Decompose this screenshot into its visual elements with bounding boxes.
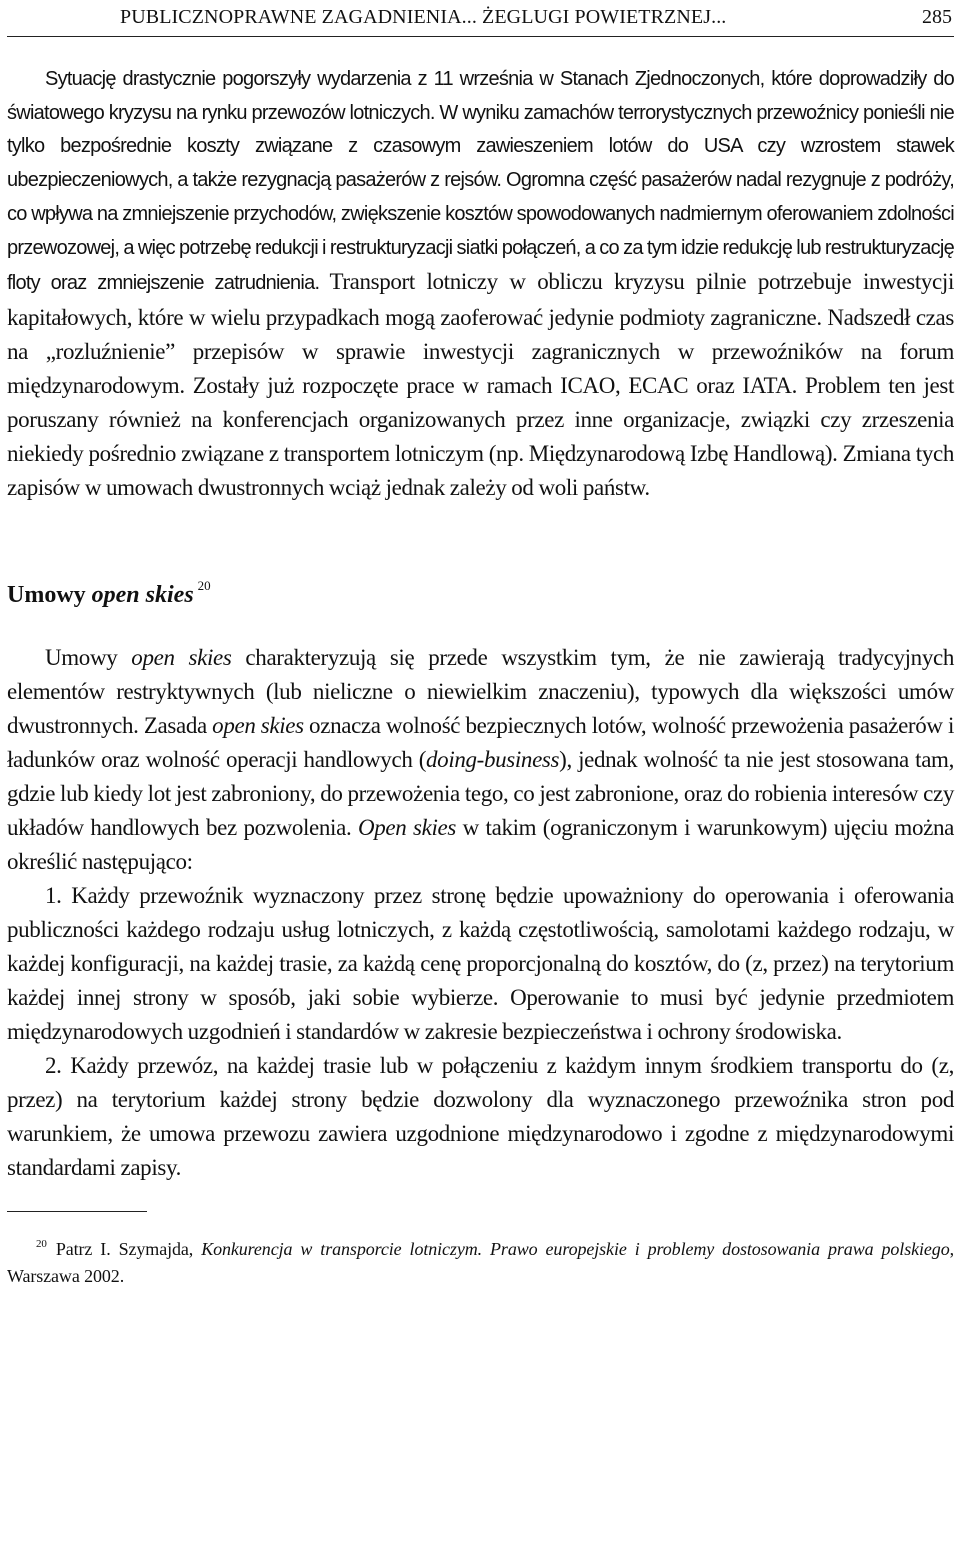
- document-page: [7, 0, 954, 1290]
- open-skies-italic-1: open skies: [131, 644, 232, 670]
- footnote-title: Konkurencja w transporcie lotniczym. Prawo europejskie i problemy dostosowania prawa polskiego: [201, 1238, 950, 1259]
- list-item-2: 2. Każdy przewóz, na każdej trasie lub w połączeniu z każdym innym środkiem transportu do (z, przez) na terytorium każdej strony będzie dozwolony dla wyznaczonego przewoźnika stron pod warunkiem, że umowa przewozu zawiera uzgodnione międzynarodowo i zgodne z międzynarodowymi standardami zapisy.: [7, 1052, 954, 1180]
- open-skies-paragraph: [7, 641, 954, 879]
- section-heading: [7, 571, 954, 610]
- footnote-divider: [7, 1211, 147, 1212]
- section-heading-word: Umowy: [7, 581, 86, 608]
- crisis-section: [7, 63, 954, 505]
- open-skies-text-3: oznacza wolność bezpiecznych lotów, wolność przewożenia pasażerów i ładunków oraz wolność operacji handlowych (: [7, 712, 954, 772]
- open-skies-text-1: Umowy: [45, 644, 132, 670]
- open-skies-text-4: ), jednak wolność ta nie jest stosowana tam, gdzie lub kiedy lot jest zabroniony, do przewożenia tego, co jest zabronione, oraz do robienia interesów czy układów handlowych bez pozwolenia.: [7, 746, 954, 840]
- footnote-rest: , Warszawa 2002.: [7, 1238, 954, 1286]
- crisis-paragraph: [7, 63, 954, 505]
- footnote: [7, 1231, 954, 1290]
- doing-business-italic: doing-business: [426, 746, 560, 772]
- open-skies-section: [7, 641, 954, 1185]
- page-number: 285: [922, 6, 952, 28]
- footnote-number: 20: [36, 1237, 47, 1250]
- footnote-reference: 20: [197, 577, 211, 593]
- section-heading-italic: open skies: [91, 581, 194, 608]
- crisis-paragraph-sans-text: Sytuację drastycznie pogorszyły wydarzenia z 11 września w Stanach Zjednoczonych, które doprowadziły do światowego kryzysu na rynku przewozów lotniczych. W wyniku zamachów terrorystycznych przewoźnicy ponieśli nie tylko bezpośrednie koszty związane z czasowym zawieszeniem lotów do USA czy wzrostem stawek ubezpieczeniowych, a także rezygnacją pasażerów z rejsów. Ogromna część pasażerów nadal rezygnuje z podróży, co wpływa na zmniejszenie przychodów, zwiększenie kosztów spowodowanych nadmiernym oferowaniem zdolności przewozowej, a więc potrzebę redukcji i restrukturyzacji siatki połączeń, a co za tym idzie redukcję lub restrukturyzację floty oraz zmniejszenie zatrudnienia.: [7, 68, 954, 295]
- list-item-1: 1. Każdy przewoźnik wyznaczony przez stronę będzie upoważniony do operowania i oferowania publiczności każdego rodzaju usług lotniczych, z każdą częstotliwością, samolotami każdego rodzaju, w każdej konfiguracji, na każdej trasie, za każdą cenę proporcjonalną do kosztów, do (z, przez) na terytorium każdej innej strony w sposób, jaki sobie wybierze. Operowanie to musi być jedynie przedmiotem międzynarodowych uzgodnień i standardów w zakresie bezpieczeństwa i ochrony środowiska.: [7, 882, 954, 1044]
- crisis-paragraph-serif-text: Transport lotniczy w obliczu kryzysu pilnie potrzebuje inwestycji kapitałowych, które w wielu przypadkach mogą zaoferować jedynie podmioty zagraniczne. Nadszedł czas na „rozluźnienie” przepisów w sprawie inwestycji zagranicznych w przewoźników na forum międzynarodowym. Zostały już rozpoczęte prace w ramach ICAO, ECAC oraz IATA. Problem ten jest poruszany również na konferencjach organizowanych przez inne organizacje, związki czy zrzeszenia niekiedy pośrednio związane z transportem lotniczym (np. Międzynarodową Izbę Handlową). Zmiana tych zapisów w umowach dwustronnych wciąż jednak zależy od woli państw.: [7, 269, 954, 500]
- open-skies-text-2: charakteryzują się przede wszystkim tym, że nie zawierają tradycyjnych elementów restryktywnych (lub nieliczne o niewielkim znaczeniu), typowych dla większości umów dwustronnych. Zasada: [7, 644, 954, 738]
- open-skies-italic-2: open skies: [212, 712, 304, 738]
- footnote-author: Patrz I. Szymajda,: [55, 1238, 202, 1259]
- running-title: PUBLICZNOPRAWNE ZAGADNIENIA... ŻEGLUGI POWIETRZNEJ...: [120, 6, 727, 28]
- open-skies-italic-3: Open skies: [358, 814, 457, 840]
- running-header: [7, 0, 954, 37]
- open-skies-text-5: w takim (ograniczonym i warunkowym) ujęciu można określić następująco:: [7, 814, 954, 874]
